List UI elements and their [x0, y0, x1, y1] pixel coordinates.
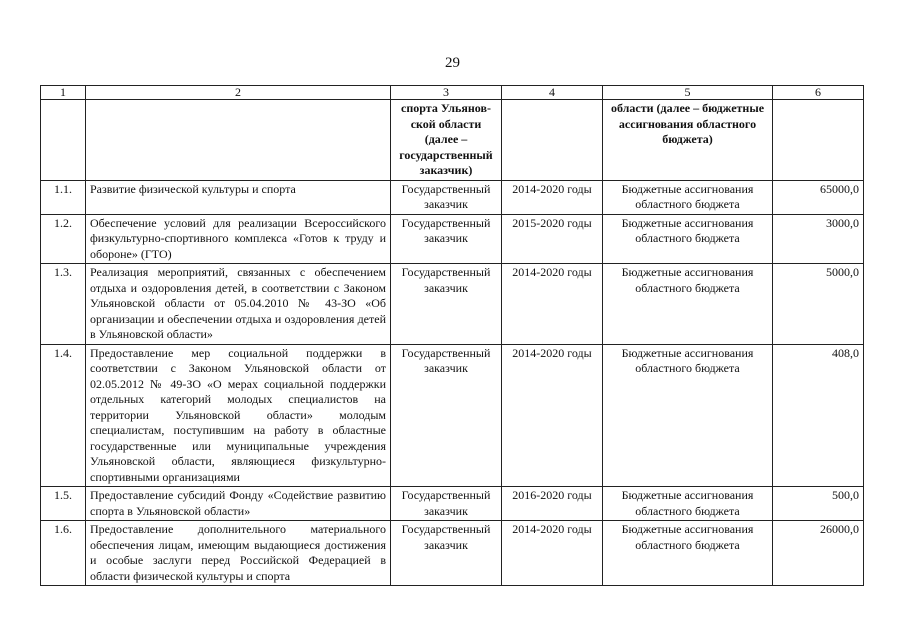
state-customer: Государственный заказчик [391, 180, 502, 214]
empty-cell [86, 100, 391, 181]
implementation-period: 2014-2020 годы [502, 180, 603, 214]
empty-cell [773, 100, 864, 181]
source-continuation: области (далее – бюджетные ассигнования областного бюджета) [603, 100, 773, 181]
row-number: 1.2. [41, 214, 86, 264]
funding-source: Бюджетные ассигнования областного бюджета [603, 487, 773, 521]
state-customer: Государственный заказчик [391, 214, 502, 264]
funding-amount: 3000,0 [773, 214, 864, 264]
funding-source: Бюджетные ассигнования областного бюджета [603, 214, 773, 264]
funding-amount: 500,0 [773, 487, 864, 521]
customer-continuation: спорта Ульянов-ской области (далее – государственный заказчик) [391, 100, 502, 181]
column-number: 4 [502, 86, 603, 100]
measure-title: Развитие физической культуры и спорта [86, 180, 391, 214]
table-row [41, 344, 864, 487]
column-number: 2 [86, 86, 391, 100]
implementation-period: 2016-2020 годы [502, 487, 603, 521]
program-table [40, 85, 864, 586]
implementation-period: 2014-2020 годы [502, 344, 603, 487]
measure-title: Обеспечение условий для реализации Всероссийского физкультурно-спортивного комплекса «Готов к труду и обороне» (ГТО) [86, 214, 391, 264]
implementation-period: 2014-2020 годы [502, 264, 603, 345]
row-number: 1.1. [41, 180, 86, 214]
continuation-row [41, 100, 864, 181]
table-row [41, 214, 864, 264]
row-number: 1.6. [41, 521, 86, 586]
state-customer: Государственный заказчик [391, 521, 502, 586]
measure-title: Предоставление дополнительного материального обеспечения лицам, имеющим выдающиеся достижения и особые заслуги перед Российской Федерацией в области физической культуры и спорта [86, 521, 391, 586]
column-number-row [41, 86, 864, 100]
column-number: 1 [41, 86, 86, 100]
funding-source: Бюджетные ассигнования областного бюджета [603, 264, 773, 345]
row-number: 1.5. [41, 487, 86, 521]
empty-cell [502, 100, 603, 181]
state-customer: Государственный заказчик [391, 487, 502, 521]
funding-amount: 26000,0 [773, 521, 864, 586]
funding-source: Бюджетные ассигнования областного бюджета [603, 180, 773, 214]
row-number: 1.4. [41, 344, 86, 487]
implementation-period: 2015-2020 годы [502, 214, 603, 264]
table-row [41, 264, 864, 345]
column-number: 6 [773, 86, 864, 100]
measure-title: Реализация мероприятий, связанных с обеспечением отдыха и оздоровления детей, в соответствии с Законом Ульяновской области от 05.04.2010 № 43-ЗО «Об организации и обеспечении отдыха и оздоровления детей в Ульяновской области» [86, 264, 391, 345]
table-row [41, 180, 864, 214]
page-number: 29 [445, 55, 460, 71]
funding-source: Бюджетные ассигнования областного бюджета [603, 344, 773, 487]
table-row [41, 521, 864, 586]
state-customer: Государственный заказчик [391, 344, 502, 487]
funding-amount: 65000,0 [773, 180, 864, 214]
measure-title: Предоставление мер социальной поддержки в соответствии с Законом Ульяновской области от 02.05.2012 № 49-ЗО «О мерах социальной поддержки отдельных категорий молодых специалистов на территории Ульяновской области» молодым специалистам, поступившим на работу в областные государственные или муниципальные учреждения Ульяновской области, являющиеся физкультурно-спортивными организациями [86, 344, 391, 487]
funding-source: Бюджетные ассигнования областного бюджета [603, 521, 773, 586]
empty-cell [41, 100, 86, 181]
funding-amount: 5000,0 [773, 264, 864, 345]
funding-amount: 408,0 [773, 344, 864, 487]
column-number: 3 [391, 86, 502, 100]
implementation-period: 2014-2020 годы [502, 521, 603, 586]
state-customer: Государственный заказчик [391, 264, 502, 345]
table-row [41, 487, 864, 521]
row-number: 1.3. [41, 264, 86, 345]
measure-title: Предоставление субсидий Фонду «Содействие развитию спорта в Ульяновской области» [86, 487, 391, 521]
column-number: 5 [603, 86, 773, 100]
